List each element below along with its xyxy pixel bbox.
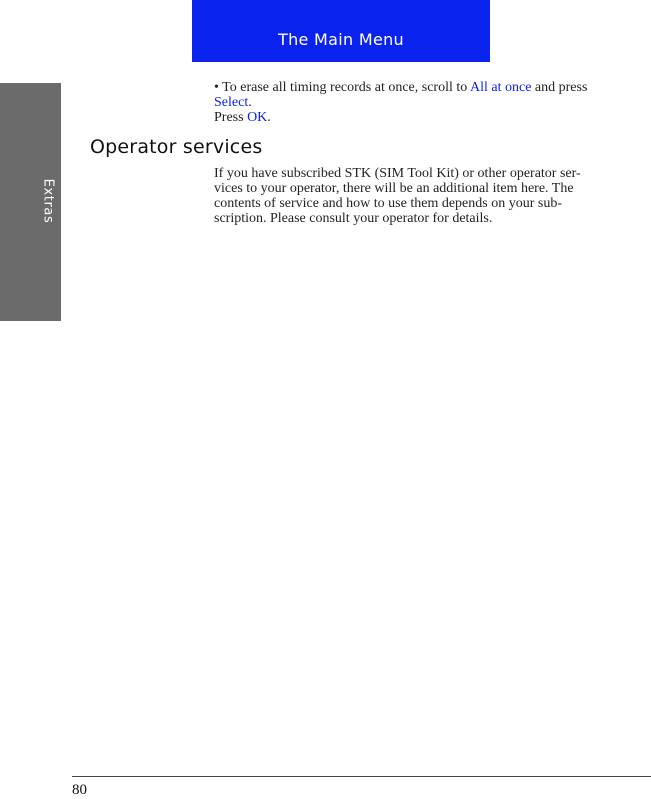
paragraph-line: vices to your operator, there will be an additional item here. The [214,181,574,196]
bullet-period: . [248,95,252,110]
section-paragraph [214,166,614,226]
header-tab [192,0,490,62]
press-text: Press [214,110,248,125]
page-number: 80 [72,782,87,798]
paragraph-line: contents of service and how to use them depends on your sub- [214,196,562,211]
footer-rule [72,776,651,777]
bullet-marker: • [214,80,219,95]
bullet-text-suffix: and press [531,80,588,95]
paragraph-line: If you have subscribed STK (SIM Tool Kit) or other operator ser- [214,166,581,181]
highlight-ok: OK [247,110,268,125]
bullet-item [214,80,614,125]
section-heading: Operator services [90,136,263,158]
header-title: The Main Menu [278,30,404,49]
press-period: . [267,110,271,125]
side-tab-label: Extras [40,178,56,224]
paragraph-line: scription. Please consult your operator for details. [214,211,493,226]
bullet-text: To erase all timing records at once, scroll to [222,80,470,95]
highlight-all-at-once: All at once [470,80,532,95]
highlight-select: Select [214,95,249,110]
